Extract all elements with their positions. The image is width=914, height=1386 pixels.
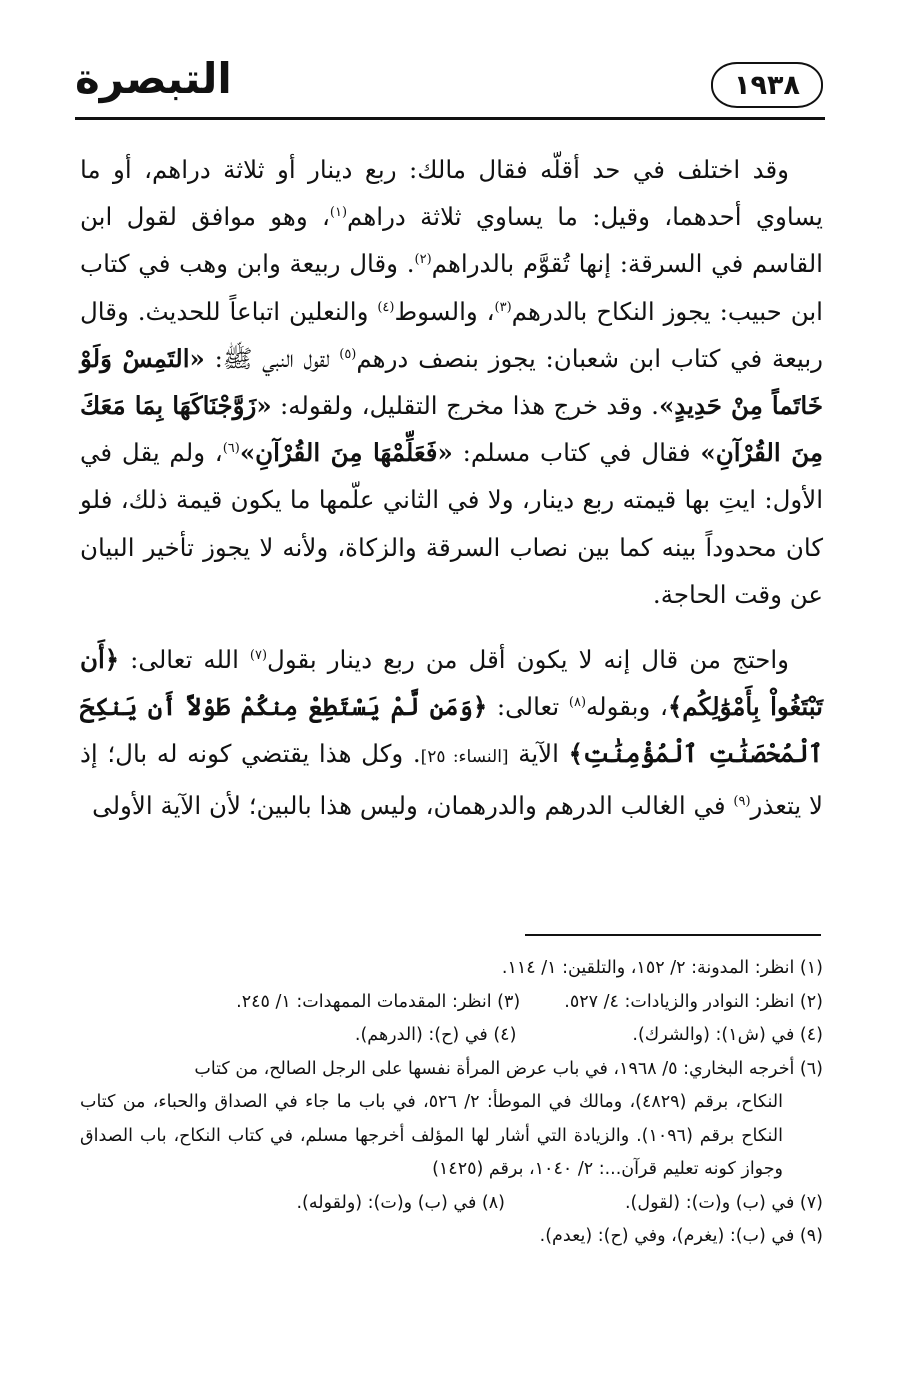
footnote-1: (١) انظر: المدونة: ٢/ ١٥٢، والتلقين: ١/ ١١٤. [501,958,823,978]
text-run: فقال في كتاب مسلم: [452,438,701,468]
main-text [80,146,823,829]
footnote-ref: (٥) [339,346,357,362]
footnote-ref: (٨) [568,695,587,711]
footnote-ref: (٤) [377,299,395,315]
hadith-quote: «زَوَّجْنَاكَهَا بِمَا مَعَكَ مِنَ القُرْآنِ» [80,391,823,468]
footnote-ref: (٦) [222,441,240,457]
footnote-row [80,1019,823,1053]
footnote-ref: (٢) [414,252,432,268]
text-run: . وكل هذا يقتضي كونه له بال؛ إذ لا يتعذر [80,739,823,820]
paragraph-1 [80,146,823,618]
footnote-ref: (٧) [249,648,268,664]
text-run: ، وبقوله [586,692,668,722]
footnote-row [80,986,823,1020]
footnote-3: (٣) انظر: المقدمات الممهدات: ١/ ٢٤٥. [236,991,521,1012]
text-run: ، وهو موافق لقول ابن القاسم في السرقة: إنها تُقوَّم بالدراهم [80,202,823,279]
text-run: الآية [508,739,569,769]
text-run: في الغالب الدرهم والدرهمان، وليس هذا بالبين؛ لأن الآية الأولى [92,790,734,820]
text-run: الله تعالى: [119,645,250,675]
text-run: والنعلين اتباعاً للحديث. وقال ربيعة في كتاب ابن شعبان: يجوز بنصف درهم [80,296,823,373]
footnote-5: (٤) في (ح): (الدرهم). [354,1025,517,1045]
verse-reference: [النساء: ٢٥] [420,747,509,768]
text-run: . وقد خرج هذا مخرج التقليل، ولقوله: [271,391,659,421]
footnote-ref: (٣) [494,299,512,315]
footnote-ref: (٩) [733,793,751,809]
paragraph-2 [80,636,823,829]
footnote-ref: (١) [329,205,348,221]
footnote-6-continuation: النكاح، برقم (٤٨٢٩)، ومالك في الموطأ: ٢/ ٥٢٦، في باب ما جاء في الصداق والحباء، من كتاب النكاح برقم (١٠٩٦). والزيادة التي أشار لها المؤلف أخرجها مسلم، في كتاب النكاح، باب الصداق وجواز كونه تعليم قرآن...: ٢/ ١٠٤٠، برقم (١٤٢٥) [80,1092,784,1179]
page-header [75,50,825,118]
footnote-6-line: (٦) أخرجه البخاري: ٥/ ١٩٦٨، في باب عرض المرأة نفسها على الرجل الصالح، من كتاب [194,1058,823,1079]
quran-quote: ﴿أَن تَبْتَغُواْ بِأَمْوَٰلِكُم﴾ [80,645,823,722]
footnote-row [80,1187,823,1221]
text-run: لقول النبي ﷺ: [204,343,340,373]
page-number: ١٩٣٨ [711,62,823,108]
footnote-4: (٤) في (ش١): (والشرك). [632,1025,823,1045]
footnote-2: (٢) انظر: النوادر والزيادات: ٤/ ٥٢٧. [564,991,823,1012]
text-run: واحتج من قال إنه لا يكون أقل من ربع دينار بقول [267,645,790,675]
text-run: . وقال ربيعة وابن وهب في كتاب ابن حبيب: يجوز النكاح بالدرهم [80,249,823,326]
text-run: ، ولم يقل في الأول: ايتِ بها قيمته ربع دينار، ولا في الثاني علّمها ما يكون قيمة ذلك، فلو كان محدوداً بينه كما بين نصاب السرقة والزكاة، ولأنه لا يجوز تأخير البيان عن وقت الحاجة. [80,438,823,609]
footnote-7: (٧) في (ب) و(ت): (لقول). [624,1192,823,1213]
text-run: تعالى: [487,692,569,722]
footnote-8: (٨) في (ب) و(ت): (ولقوله). [296,1192,505,1213]
footnote-row [80,952,823,986]
footnote-9: (٩) في (ب): (يغرم)، وفي (ح): (يعدم). [539,1226,823,1246]
footnote-6 [80,1053,823,1187]
footnote-row [80,1220,823,1254]
header-rule [75,117,825,120]
footnote-separator [525,934,821,936]
running-title: التبصرة [75,54,232,103]
quran-quote: ﴿وَمَن لَّمْ يَسْتَطِعْ مِنكُمْ طَوْلاً أَن يَنكِحَ ٱلْمُحْصَنَٰتِ ٱلْمُؤْمِنَٰتِ﴾ [80,692,824,769]
text-run: ، والسوط [394,296,495,326]
hadith-quote: «التَمِسْ وَلَوْ خَاتَماً مِنْ حَدِيدٍ» [80,343,823,421]
footnotes [80,952,823,1254]
hadith-quote: «فَعَلِّمْهَا مِنَ القُرْآنِ» [239,438,453,468]
text-run: وقد اختلف في حد أقلّه فقال مالك: ربع دينار أو ثلاثة دراهم، أو ما يساوي أحدهما، وقيل: ما يساوي ثلاثة دراهم [80,155,823,232]
